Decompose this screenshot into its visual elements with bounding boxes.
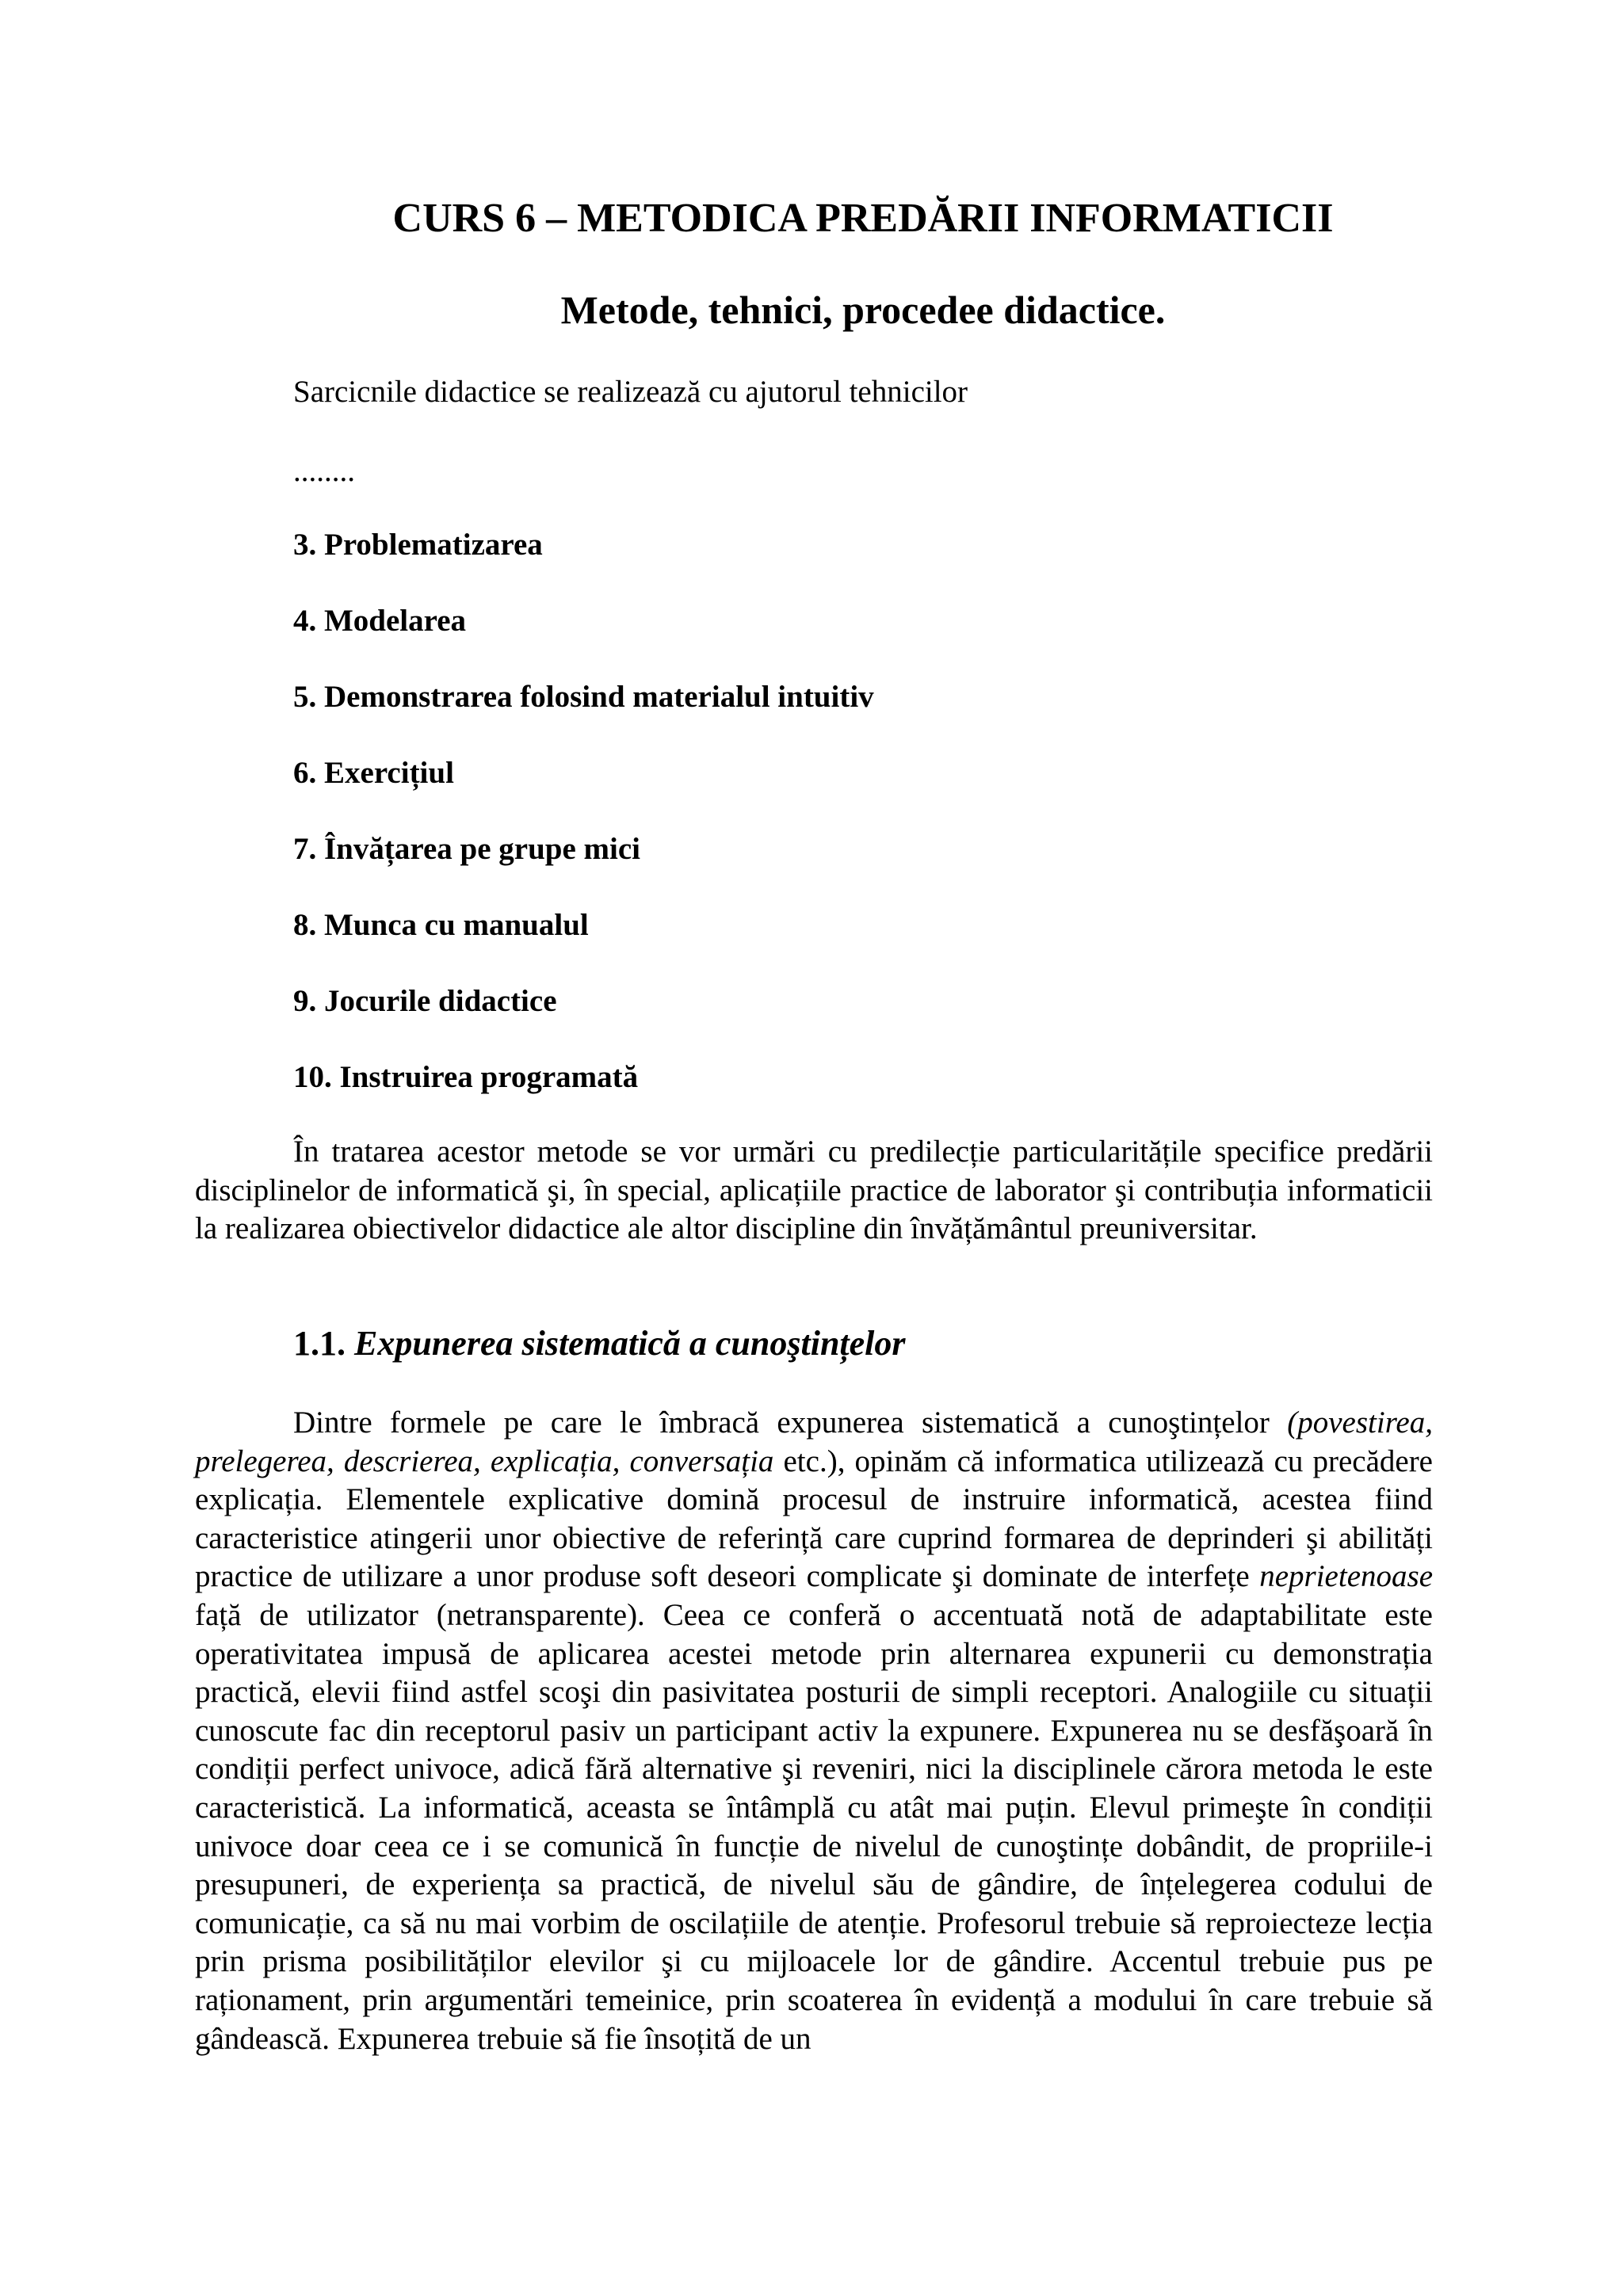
- method-item: 10. Instruirea programată: [293, 1060, 639, 1094]
- document-subtitle: Metode, tehnici, procedee didactice.: [560, 288, 1166, 332]
- section-title: Expunerea sistematică a cunoştințelor: [354, 1324, 906, 1363]
- paragraph-exposition: [195, 1404, 1433, 2058]
- intro-ellipsis: ........: [293, 454, 355, 488]
- document-title: CURS 6 – METODICA PREDĂRII INFORMATICII: [392, 196, 1334, 241]
- paragraph-methods-treatment: În tratarea acestor metode se vor urmări cu predilecție particularitățile specifice predării disciplinelor de informatică şi, în special, aplicațiile practice de laborator şi contribuția informaticii la realizarea obiectivelor didactice ale altor discipline din învățământul preuniversitar.: [195, 1135, 1433, 1246]
- paragraph-italic-forms: (povestirea, prelegerea, descrierea, explicația, conversația: [195, 1405, 1433, 1478]
- section-number: 1.1.: [293, 1324, 346, 1363]
- method-item: 7. Învățarea pe grupe mici: [293, 832, 640, 866]
- intro-sentence: Sarcicnile didactice se realizează cu ajutorul tehnicilor: [293, 375, 968, 409]
- paragraph-text: etc.), opinăm că informatica utilizează cu precădere explicația. Elementele explicative domină procesul de instruire informatică, acestea fiind caracteristice atingerii unor obiective de referință care cuprind formarea de deprinderi şi abilități practice de utilizare a unor produse soft deseori complicate şi dominate de interfețe: [195, 1444, 1433, 1594]
- paragraph-text: față de utilizator (netransparente). Ceea ce conferă o accentuată notă de adaptabilitate este operativitatea impusă de aplicarea acestei metode prin alternarea expunerii cu demonstrația practică, elevii fiind astfel scoşi din pasivitatea posturii de simpli receptori. Analogiile cu situații cunoscute fac din receptorul pasiv un participant activ la expunere. Expunerea nu se desfăşoară în condiții perfect univoce, adică fără alternative şi reveniri, nici la disciplinele cărora metoda le este caracteristică. La informatică, aceasta se întâmplă cu atât mai puțin. Elevul primeşte în condiții univoce doar ceea ce i se comunică în funcție de nivelul de cunoştințe dobândit, de propriile-i presupuneri, de experiența sa practică, de nivelul său de gândire, de înțelegerea codului de comunicație, ca să nu mai vorbim de oscilațiile de atenție. Profesorul trebuie să reproiecteze lecția prin prisma posibilităților elevilor şi cu mijloacele lor de gândire. Accentul trebuie pus pe raționament, prin argumentări temeinice, prin scoaterea în evidență a modului în care trebuie să gândească. Expunerea trebuie să fie însoțită de un: [195, 1597, 1433, 2056]
- section-heading: [293, 1322, 906, 1366]
- method-item: 4. Modelarea: [293, 604, 467, 638]
- method-item: 6. Exercițiul: [293, 756, 454, 790]
- method-item: 3. Problematizarea: [293, 528, 543, 562]
- paragraph-italic-term: neprietenoase: [1259, 1559, 1433, 1594]
- method-item: 8. Munca cu manualul: [293, 908, 589, 942]
- paragraph-text: Dintre formele pe care le îmbracă expunerea sistematică a cunoştințelor: [293, 1405, 1288, 1440]
- method-item: 9. Jocurile didactice: [293, 984, 557, 1018]
- method-item: 5. Demonstrarea folosind materialul intuitiv: [293, 680, 874, 714]
